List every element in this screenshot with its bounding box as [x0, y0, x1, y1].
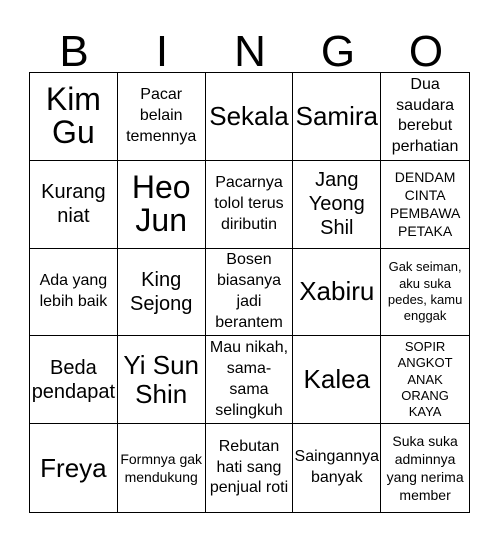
bingo-cell-r1c1[interactable]	[30, 73, 118, 161]
bingo-cell-r2c1[interactable]	[30, 161, 118, 249]
cell-text: Xabiru	[299, 276, 375, 307]
bingo-cell-r5c1[interactable]	[30, 424, 118, 512]
cell-text: Samira	[295, 100, 378, 131]
cell-text: Suka suka adminnya yang nerima member	[386, 432, 464, 504]
bingo-cell-r4c2[interactable]	[118, 336, 206, 424]
cell-text: Heo Jun	[131, 168, 191, 239]
bingo-board	[29, 72, 470, 513]
bingo-cell-r5c5[interactable]	[381, 424, 469, 512]
bingo-cell-r3c3[interactable]	[206, 249, 294, 337]
bingo-cell-r2c3[interactable]	[206, 161, 294, 249]
cell-text: Sekala	[209, 100, 289, 131]
cell-text: Jang Yeong Shil	[308, 169, 365, 240]
bingo-cell-r5c3[interactable]	[206, 424, 294, 512]
bingo-cell-r4c4[interactable]	[293, 336, 381, 424]
bingo-cell-r3c1[interactable]	[30, 249, 118, 337]
cell-text: Pacar belain temennya	[126, 86, 197, 145]
cell-text: DENDAM CINTA PEMBAWA PETAKA	[389, 168, 461, 240]
bingo-cell-r4c1[interactable]	[30, 336, 118, 424]
cell-text: Kalea	[303, 364, 371, 395]
bingo-cell-r3c2[interactable]	[118, 249, 206, 337]
cell-text: Bosen biasanya jadi berantem	[215, 251, 283, 331]
bingo-cell-r2c2[interactable]	[118, 161, 206, 249]
bingo-cell-r5c4[interactable]	[293, 424, 381, 512]
cell-text: Gak seiman, aku suka pedes, kamu enggak	[387, 259, 463, 324]
cell-text: Ada yang lebih baik	[39, 272, 108, 310]
cell-text: Rebutan hati sang penjual roti	[209, 437, 289, 497]
bingo-cell-r2c5[interactable]	[381, 161, 469, 249]
bingo-cell-r4c5[interactable]	[381, 336, 469, 424]
cell-text: King Sejong	[130, 268, 193, 315]
bingo-cell-r4c3[interactable]	[206, 336, 294, 424]
bingo-cell-r1c2[interactable]	[118, 73, 206, 161]
header-letter-i: I	[155, 27, 169, 76]
cell-text: Beda pendapat	[31, 356, 116, 403]
header-letter-g: G	[320, 27, 356, 76]
header-letter-n: N	[234, 27, 266, 76]
cell-text: Mau nikah, sama-sama selingkuh	[209, 339, 289, 419]
bingo-cell-r1c3[interactable]	[206, 73, 294, 161]
header-letter-o: O	[408, 27, 444, 76]
bingo-cell-r2c4[interactable]	[293, 161, 381, 249]
bingo-cell-r3c4[interactable]	[293, 249, 381, 337]
cell-text: Pacarnya tolol terus diributin	[214, 174, 284, 233]
cell-text: Kim Gu	[45, 80, 101, 151]
cell-text: Saingannya banyak	[294, 448, 380, 487]
cell-text: Yi Sun Shin	[123, 349, 200, 409]
bingo-cell-r1c5[interactable]	[381, 73, 469, 161]
cell-text: Dua saudara berebut perhatian	[391, 75, 459, 156]
cell-text: SOPIR ANGKOT ANAK ORANG KAYA	[397, 339, 453, 420]
header-letter-b: B	[59, 27, 89, 76]
bingo-cell-r1c4[interactable]	[293, 73, 381, 161]
bingo-cell-r3c5[interactable]	[381, 249, 469, 337]
bingo-cell-r5c2[interactable]	[118, 424, 206, 512]
cell-text: Kurang niat	[41, 181, 106, 228]
cell-text: Formnya gak mendukung	[120, 450, 203, 486]
cell-text: Freya	[40, 452, 107, 483]
